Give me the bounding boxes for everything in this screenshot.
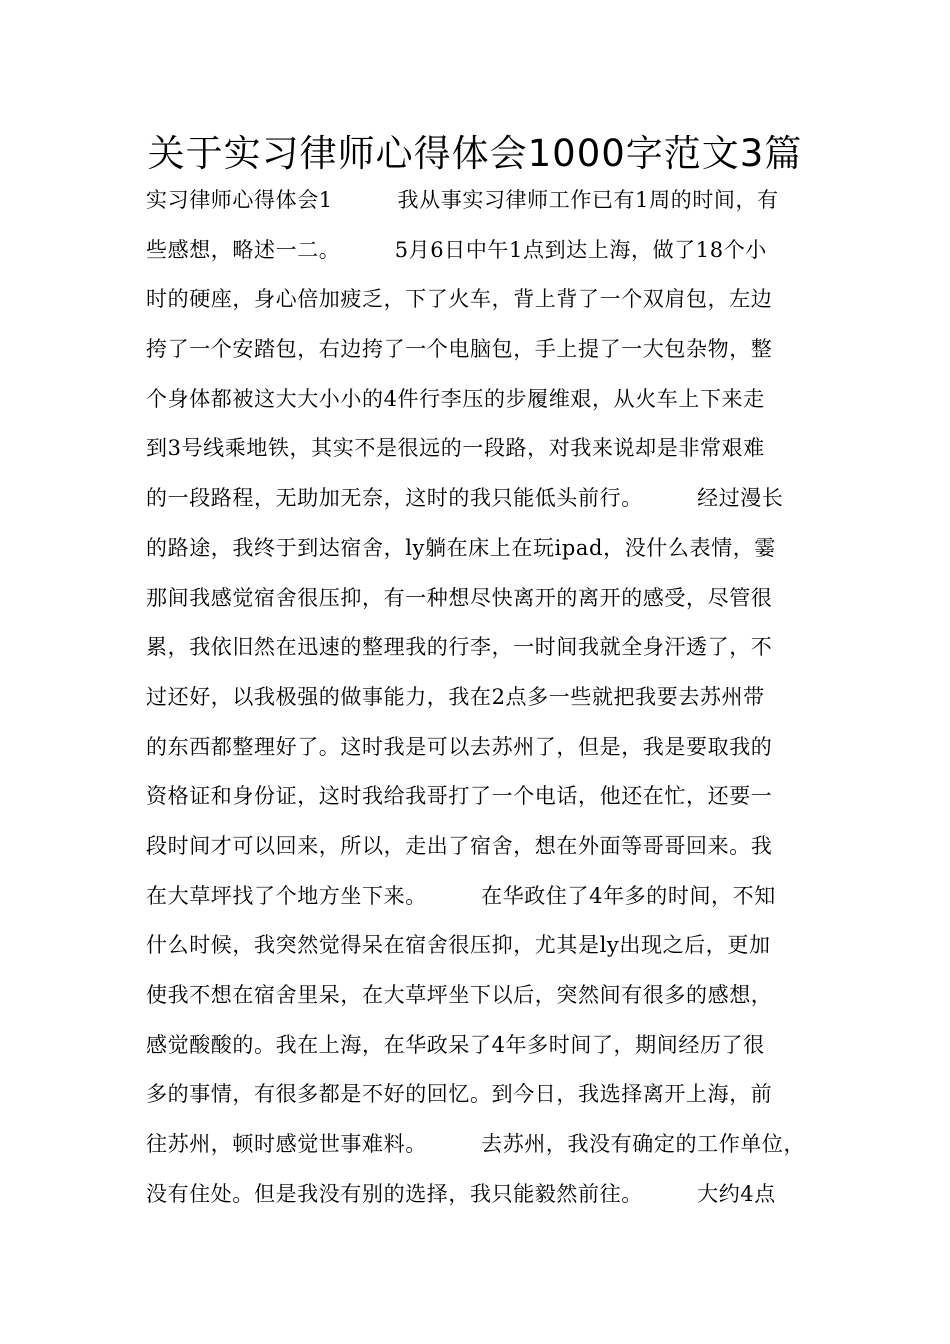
text-line: 累，我依旧然在迅速的整理我的行李，一时间我就全身汗透了，不 xyxy=(146,635,773,660)
text-line: 多的事情，有很多都是不好的回忆。到今日，我选择离开上海，前 xyxy=(146,1082,773,1107)
text-line: 那间我感觉宿舍很压抑，有一种想尽快离开的离开的感受，尽管很 xyxy=(146,585,773,610)
text-line: 个身体都被这大大小小的4件行李压的步履维艰，从火车上下来走 xyxy=(146,386,765,411)
text-line: 实习律师心得体会1 我从事实习律师工作已有1周的时间，有 xyxy=(146,188,779,212)
text-line: 的路途，我终于到达宿舍，ly躺在床上在玩ipad，没什么表情，霎 xyxy=(146,535,776,560)
text-line: 的东西都整理好了。这时我是可以去苏州了，但是，我是要取我的 xyxy=(146,734,773,759)
text-line: 挎了一个安踏包，右边挎了一个电脑包，手上提了一大包杂物，整 xyxy=(146,337,773,362)
text-line: 些感想，略述一二。 5月6日中午1点到达上海，做了18个小 xyxy=(146,237,767,262)
text-line: 感觉酸酸的。我在上海，在华政呆了4年多时间了，期间经历了很 xyxy=(146,1032,765,1057)
text-line: 资格证和身份证，这时我给我哥打了一个电话，他还在忙，还要一 xyxy=(146,784,773,809)
text-line: 时的硬座，身心倍加疲乏，下了火车，背上背了一个双肩包，左边 xyxy=(146,287,773,312)
text-line: 过还好，以我极强的做事能力，我在2点多一些就把我要去苏州带 xyxy=(146,684,765,709)
text-line: 的一段路程，无助加无奈，这时的我只能低头前行。 经过漫长 xyxy=(146,486,784,511)
document-title: 关于实习律师心得体会1000字范文3篇 xyxy=(147,132,803,175)
document-body xyxy=(146,184,826,1227)
text-line: 往苏州，顿时感觉世事难料。 去苏州，我没有确定的工作单位， xyxy=(146,1132,806,1157)
text-line: 段时间才可以回来，所以，走出了宿舍，想在外面等哥哥回来。我 xyxy=(146,833,773,858)
text-line: 到3号线乘地铁，其实不是很远的一段路，对我来说却是非常艰难 xyxy=(146,436,765,461)
text-line: 使我不想在宿舍里呆，在大草坪坐下以后，突然间有很多的感想， xyxy=(146,983,773,1007)
text-line: 没有住处。但是我没有别的选择，我只能毅然前往。 大约4点 xyxy=(146,1181,776,1206)
text-line: 在大草坪找了个地方坐下来。 在华政住了4年多的时间，不知 xyxy=(146,883,776,908)
text-line: 什么时候，我突然觉得呆在宿舍很压抑，尤其是ly出现之后，更加 xyxy=(146,933,771,958)
